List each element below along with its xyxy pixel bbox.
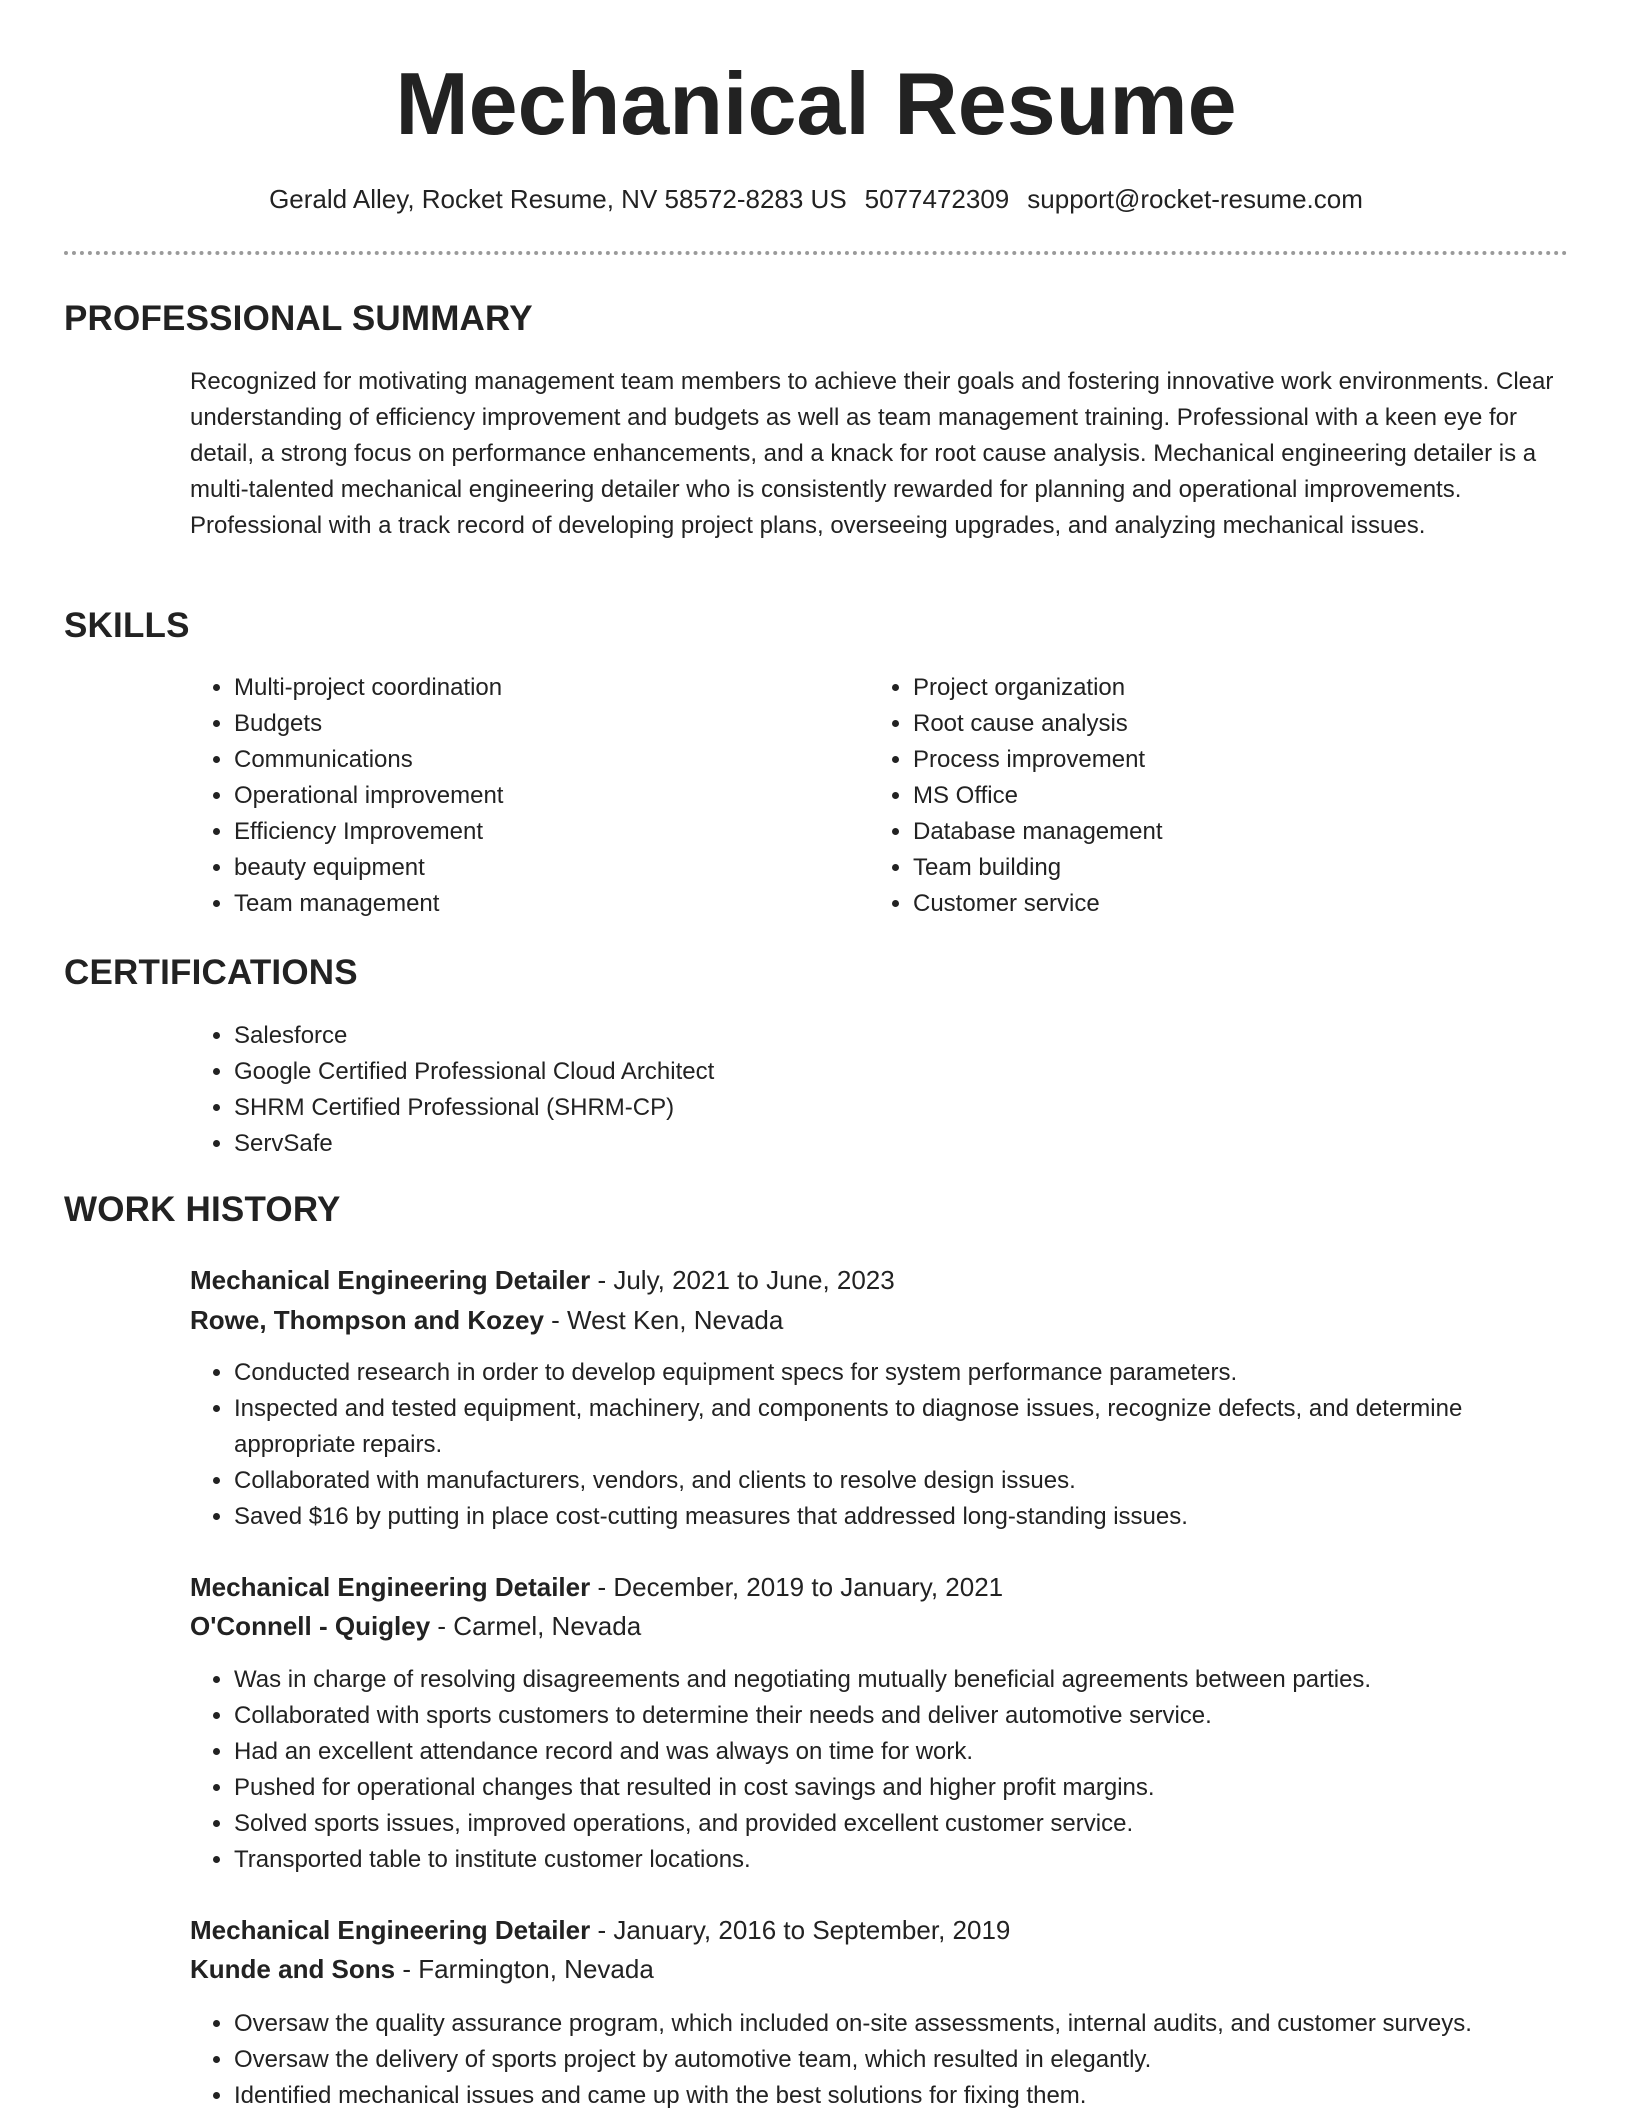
job-title-line: [190, 1911, 1010, 1949]
job-dates: - December, 2019 to January, 2021: [590, 1572, 1004, 1602]
job-company-line: [190, 1301, 783, 1339]
job-title: Mechanical Engineering Detailer: [190, 1915, 591, 1945]
job-dates: - January, 2016 to September, 2019: [590, 1915, 1011, 1945]
job-bullet: • Collaborated with manufacturers, vendors, and clients to resolve design issues.: [234, 1463, 1568, 1499]
skill-item: • Process improvement: [913, 742, 1533, 778]
job-bullet: • Pushed for operational changes that resulted in cost savings and higher profit margins.: [234, 1770, 1568, 1806]
skills-list-right: [869, 670, 1533, 922]
skill-item: • MS Office: [913, 778, 1533, 814]
job-company-line: [190, 1950, 654, 1988]
job-bullet: • Oversaw the delivery of sports project by automotive team, which resulted in elegantly.: [234, 2042, 1614, 2078]
contact-email: support@rocket-resume.com: [1027, 184, 1363, 214]
skill-item: • Multi-project coordination: [234, 670, 854, 706]
job-dates: - July, 2021 to June, 2023: [590, 1265, 895, 1295]
job-title-line: [190, 1261, 895, 1299]
skills-list-left: [190, 670, 854, 922]
contact-phone: 5077472309: [864, 184, 1010, 214]
job-bullet: • Conducted research in order to develop equipment specs for system performance parameters.: [234, 1355, 1568, 1391]
job-bullets: [190, 1662, 1568, 1878]
job-bullets: [190, 1355, 1568, 1535]
job-bullet: • Transported table to institute customer locations.: [234, 1842, 1568, 1878]
certification-item: • SHRM Certified Professional (SHRM-CP): [234, 1090, 1534, 1126]
job-bullet: • Saved $16 by putting in place cost-cutting measures that addressed long-standing issues.: [234, 1499, 1568, 1535]
job-bullet: • Identified mechanical issues and came up with the best solutions for fixing them.: [234, 2078, 1614, 2114]
skill-item: • Team management: [234, 886, 854, 922]
skill-item: • Database management: [913, 814, 1533, 850]
job-company-line: [190, 1607, 641, 1645]
summary-heading: PROFESSIONAL SUMMARY: [64, 299, 533, 338]
skill-item: • Root cause analysis: [913, 706, 1533, 742]
skill-item: • Communications: [234, 742, 854, 778]
skill-item: • Team building: [913, 850, 1533, 886]
summary-text: Recognized for motivating management team members to achieve their goals and fostering innovative work environments. Clear understanding of efficiency improvement and budgets as well as team management training. Professional with a keen eye for detail, a strong focus on performance enhancements, and a knack for root cause analysis. Mechanical engineering detailer is a multi-talented mechanical engineering detailer who is consistently rewarded for planning and operational improvements. Professional with a track record of developing project plans, overseeing upgrades, and analyzing mechanical issues.: [190, 368, 1554, 539]
job-bullet: • Had an excellent attendance record and was always on time for work.: [234, 1734, 1568, 1770]
job-bullets: [190, 2006, 1614, 2114]
job-bullet: • Solved sports issues, improved operations, and provided excellent customer service.: [234, 1806, 1568, 1842]
job-title-line: [190, 1568, 1003, 1606]
job-bullet: • Oversaw the quality assurance program, which included on-site assessments, internal audits, and customer surveys.: [234, 2006, 1614, 2042]
contact-line: [0, 181, 1632, 217]
skill-item: • beauty equipment: [234, 850, 854, 886]
job-title: Mechanical Engineering Detailer: [190, 1265, 591, 1295]
certifications-list: [190, 1018, 1534, 1162]
job-company: Rowe, Thompson and Kozey: [190, 1305, 544, 1335]
job-location: - Farmington, Nevada: [395, 1954, 654, 1984]
skill-item: • Customer service: [913, 886, 1533, 922]
job-bullet: • Inspected and tested equipment, machinery, and components to diagnose issues, recognize defects, and determine appropriate repairs.: [234, 1391, 1568, 1463]
contact-address: Gerald Alley, Rocket Resume, NV 58572-8283 US: [269, 184, 847, 214]
job-company: Kunde and Sons: [190, 1954, 396, 1984]
resume-title: Mechanical Resume: [395, 54, 1237, 153]
work-history-heading: WORK HISTORY: [64, 1190, 341, 1229]
skill-item: • Efficiency Improvement: [234, 814, 854, 850]
certification-item: • Google Certified Professional Cloud Architect: [234, 1054, 1534, 1090]
job-bullet: • Was in charge of resolving disagreements and negotiating mutually beneficial agreements between parties.: [234, 1662, 1568, 1698]
skills-heading: SKILLS: [64, 606, 190, 645]
certification-item: • Salesforce: [234, 1018, 1534, 1054]
skill-item: • Operational improvement: [234, 778, 854, 814]
certification-item: • ServSafe: [234, 1126, 1534, 1162]
certifications-heading: CERTIFICATIONS: [64, 953, 358, 992]
job-bullet: • Collaborated with sports customers to determine their needs and deliver automotive service.: [234, 1698, 1568, 1734]
header-divider: [64, 251, 1568, 255]
job-title: Mechanical Engineering Detailer: [190, 1572, 591, 1602]
job-location: - Carmel, Nevada: [430, 1611, 642, 1641]
job-location: - West Ken, Nevada: [543, 1305, 784, 1335]
skill-item: • Project organization: [913, 670, 1533, 706]
job-company: O'Connell - Quigley: [190, 1611, 431, 1641]
skill-item: • Budgets: [234, 706, 854, 742]
